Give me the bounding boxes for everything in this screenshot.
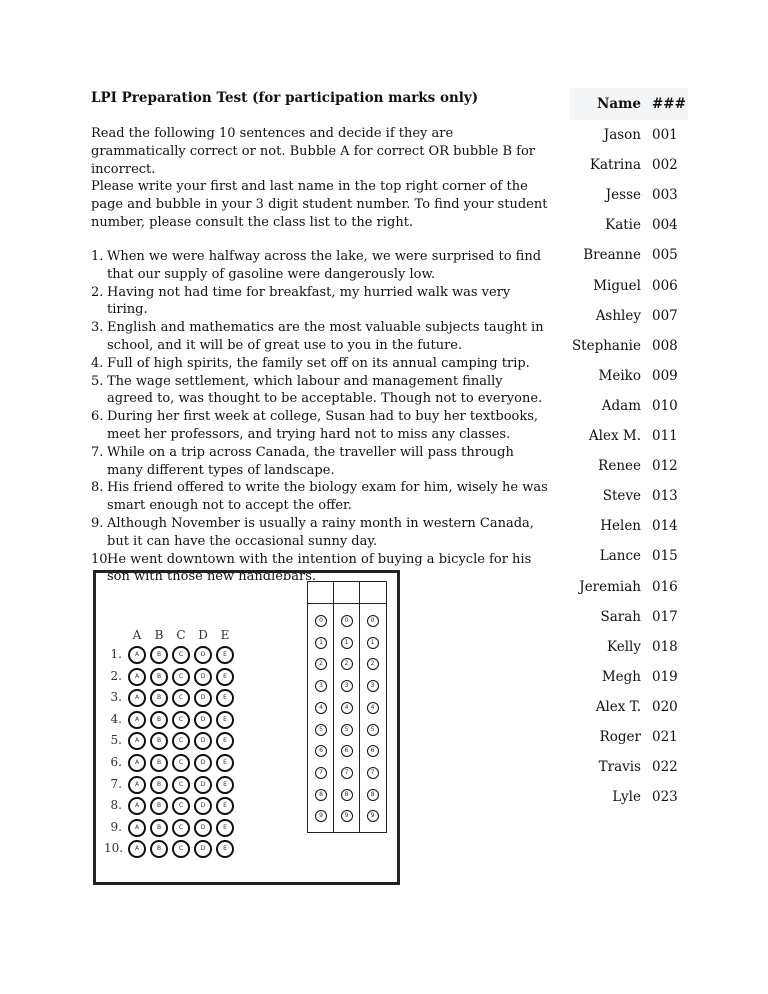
student-name: Sarah — [600, 608, 641, 625]
answer-bubble[interactable]: E — [216, 840, 234, 858]
answer-bubble[interactable]: B — [150, 732, 168, 750]
answer-bubble[interactable]: A — [128, 689, 146, 707]
student-name: Jesse — [605, 187, 641, 204]
answer-bubble[interactable]: D — [194, 776, 212, 794]
answer-row-number: 10. — [104, 841, 124, 856]
answer-bubble[interactable]: E — [216, 668, 234, 686]
student-number: 014 — [652, 518, 678, 535]
choice-letter: D — [198, 628, 208, 642]
answer-bubble[interactable]: D — [194, 840, 212, 858]
answer-row-number: 3. — [110, 690, 122, 705]
question-number: 7. — [91, 444, 104, 460]
answer-bubble[interactable]: B — [150, 668, 168, 686]
answer-bubble[interactable]: E — [216, 711, 234, 729]
question-number: 1. — [91, 249, 104, 264]
student-name: Adam — [601, 397, 641, 414]
answer-bubble[interactable]: B — [150, 840, 168, 858]
choice-letter: E — [220, 628, 230, 642]
question-text: His friend offered to write the biology exam for him, wisely he was smart enough not to accept the offer. — [107, 480, 548, 514]
digit-bubble[interactable]: 4 — [341, 702, 353, 714]
class-list-number-header: ### — [652, 96, 686, 112]
answer-row-number: 8. — [110, 798, 122, 813]
student-number: 022 — [652, 759, 678, 776]
answer-bubble[interactable]: C — [172, 819, 190, 837]
answer-bubble[interactable]: D — [194, 754, 212, 772]
student-number: 002 — [652, 157, 678, 174]
student-number: 008 — [652, 337, 678, 354]
answer-row-number: 6. — [110, 755, 122, 769]
question-number: 5. — [91, 373, 104, 389]
digit-bubble[interactable]: 4 — [367, 702, 379, 714]
answer-bubble[interactable]: A — [128, 776, 146, 794]
answer-bubble[interactable]: D — [194, 732, 212, 750]
digit-bubble[interactable]: 9 — [315, 810, 327, 822]
student-name: Ashley — [595, 307, 641, 324]
page-title: LPI Preparation Test (for participation marks only) — [91, 90, 479, 106]
student-name: Jeremiah — [579, 578, 641, 595]
digit-bubble[interactable]: 0 — [315, 615, 327, 627]
question-text: Having not had time for breakfast, my hurried walk was very tiring. — [107, 284, 511, 318]
answer-bubble[interactable]: C — [172, 711, 190, 729]
student-name: Alex T. — [595, 698, 641, 715]
question-list — [91, 248, 551, 586]
question-item — [91, 248, 551, 284]
digit-column — [308, 582, 334, 832]
student-number: 001 — [652, 127, 678, 143]
answer-bubble[interactable]: D — [194, 711, 212, 729]
answer-bubble[interactable]: B — [150, 711, 168, 729]
student-number: 010 — [652, 397, 678, 414]
answer-bubble[interactable]: C — [172, 776, 190, 794]
digit-bubble[interactable]: 3 — [341, 680, 353, 692]
digit-bubble[interactable]: 4 — [315, 702, 327, 714]
answer-bubble[interactable]: E — [216, 776, 234, 794]
answer-bubble[interactable]: C — [172, 797, 190, 815]
answer-bubble[interactable]: C — [172, 840, 190, 858]
question-item — [91, 408, 551, 444]
digit-bubble[interactable]: 2 — [315, 658, 327, 670]
answer-bubble[interactable]: B — [150, 646, 168, 664]
answer-bubble[interactable]: B — [150, 689, 168, 707]
student-number: 016 — [652, 578, 678, 595]
student-name: Miguel — [593, 277, 641, 294]
digit-column — [333, 582, 360, 832]
student-name: Roger — [599, 729, 641, 745]
digit-bubble[interactable]: 2 — [341, 658, 353, 670]
digit-bubble[interactable]: 1 — [315, 637, 327, 649]
digit-write-box[interactable] — [360, 582, 386, 604]
digit-bubble[interactable]: 8 — [315, 789, 327, 801]
question-item — [91, 444, 551, 480]
answer-row-number: 1. — [110, 647, 122, 661]
answer-bubble[interactable]: D — [194, 646, 212, 664]
student-number: 003 — [652, 187, 678, 204]
student-number: 011 — [652, 428, 678, 444]
answer-bubble[interactable]: A — [128, 819, 146, 837]
digit-bubble[interactable]: 0 — [341, 615, 353, 627]
student-name: Breanne — [583, 247, 641, 264]
student-number: 007 — [652, 307, 678, 324]
answer-bubble[interactable]: A — [128, 732, 146, 750]
answer-bubble[interactable]: E — [216, 689, 234, 707]
digit-bubble[interactable]: 7 — [367, 767, 379, 779]
digit-write-box[interactable] — [308, 582, 334, 604]
answer-row-number: 4. — [110, 711, 122, 726]
student-number: 019 — [652, 668, 678, 685]
student-number: 012 — [652, 458, 678, 475]
question-text: English and mathematics are the most valuable subjects taught in school, and it will be of great use to you in the future. — [107, 320, 544, 353]
question-item — [91, 373, 551, 409]
digit-bubble[interactable]: 8 — [367, 789, 379, 801]
digit-bubble[interactable]: 7 — [341, 767, 353, 779]
digit-bubble[interactable]: 9 — [367, 810, 379, 822]
question-item — [91, 284, 551, 320]
answer-bubble[interactable]: D — [194, 819, 212, 837]
student-number: 021 — [652, 729, 678, 745]
digit-bubble[interactable]: 9 — [341, 810, 353, 822]
answer-bubble[interactable]: C — [172, 646, 190, 664]
answer-bubble[interactable]: E — [216, 732, 234, 750]
answer-bubble[interactable]: B — [150, 797, 168, 815]
student-name: Lance — [599, 548, 641, 565]
answer-bubble[interactable]: D — [194, 797, 212, 815]
student-number: 013 — [652, 488, 678, 505]
student-number: 006 — [652, 277, 678, 294]
question-text: He went downtown with the intention of buying a bicycle for his son with those new handlebars. — [107, 551, 532, 585]
question-text: When we were halfway across the lake, we were surprised to find that our supply of gasoline were dangerously low. — [107, 249, 542, 282]
digit-write-box[interactable] — [334, 582, 360, 604]
student-number: 023 — [652, 789, 678, 806]
digit-bubble[interactable]: 5 — [367, 724, 379, 736]
student-name: Lyle — [612, 789, 641, 806]
question-number: 3. — [91, 320, 104, 336]
answer-row-number: 5. — [110, 733, 122, 748]
question-text: While on a trip across Canada, the traveller will pass through many different types of landscape. — [107, 444, 514, 478]
choice-letter: B — [154, 628, 164, 642]
question-number: 10. — [91, 551, 112, 567]
digit-bubble[interactable]: 7 — [315, 767, 327, 779]
digit-bubble[interactable]: 8 — [341, 789, 353, 801]
question-item — [91, 479, 551, 515]
digit-bubble[interactable]: 2 — [367, 658, 379, 670]
student-name: Helen — [600, 518, 641, 535]
question-text: The wage settlement, which labour and management finally agreed to, was thought to be acceptable. Though not to everyone. — [107, 373, 543, 407]
digit-bubble[interactable]: 0 — [367, 615, 379, 627]
answer-bubble[interactable]: C — [172, 668, 190, 686]
student-name: Jason — [603, 127, 641, 143]
question-number: 6. — [91, 409, 104, 425]
question-item — [91, 515, 551, 551]
answer-bubble[interactable]: A — [128, 754, 146, 772]
digit-bubble[interactable]: 6 — [367, 745, 379, 757]
student-name: Megh — [601, 668, 641, 685]
student-number: 005 — [652, 247, 678, 264]
answer-bubble[interactable]: D — [194, 668, 212, 686]
question-number: 8. — [91, 480, 104, 496]
student-number: 018 — [652, 638, 678, 655]
answer-row-number: 2. — [110, 668, 122, 683]
answer-bubble[interactable]: A — [128, 797, 146, 815]
question-text: Full of high spirits, the family set off on its annual camping trip. — [107, 355, 530, 371]
class-list-name-header: Name — [597, 96, 641, 112]
digit-bubble[interactable]: 1 — [367, 637, 379, 649]
question-number: 2. — [91, 284, 104, 300]
instructions-answer: Read the following 10 sentences and decide if they are grammatically correct or not. Bubble A for correct OR bubble B for incorrect. — [91, 126, 535, 177]
digit-column — [359, 582, 386, 832]
digit-bubble[interactable]: 6 — [341, 745, 353, 757]
student-number: 020 — [652, 698, 678, 715]
digit-bubble[interactable]: 5 — [315, 724, 327, 736]
answer-bubble[interactable]: B — [150, 819, 168, 837]
student-name: Meiko — [598, 367, 641, 384]
answer-bubble[interactable]: A — [128, 711, 146, 729]
answer-bubble[interactable]: E — [216, 797, 234, 815]
student-number: 009 — [652, 367, 678, 384]
student-number-grid — [307, 581, 387, 833]
student-name: Alex M. — [588, 428, 641, 444]
student-name: Katie — [605, 217, 641, 234]
digit-bubble[interactable]: 6 — [315, 745, 327, 757]
student-number: 015 — [652, 548, 678, 565]
answer-bubble[interactable]: E — [216, 754, 234, 772]
answer-bubble[interactable]: E — [216, 819, 234, 837]
digit-bubble[interactable]: 3 — [315, 680, 327, 692]
answer-row-number: 9. — [110, 819, 122, 834]
digit-bubble[interactable]: 3 — [367, 680, 379, 692]
choice-letter: C — [176, 628, 186, 642]
student-name: Kelly — [607, 638, 641, 655]
student-name: Katrina — [589, 157, 641, 174]
digit-bubble[interactable]: 5 — [341, 724, 353, 736]
answer-bubble[interactable]: C — [172, 754, 190, 772]
question-text: During her first week at college, Susan had to buy her textbooks, meet her professors, and trying hard not to miss any classes. — [107, 409, 539, 442]
student-number: 017 — [652, 608, 678, 625]
answer-bubble[interactable]: D — [194, 689, 212, 707]
answer-bubble[interactable]: C — [172, 689, 190, 707]
answer-bubble[interactable]: A — [128, 646, 146, 664]
answer-bubble[interactable]: B — [150, 776, 168, 794]
student-number: 004 — [652, 217, 678, 234]
student-name: Renee — [598, 458, 641, 475]
student-name: Stephanie — [571, 337, 641, 354]
answer-bubble[interactable]: A — [128, 668, 146, 686]
digit-bubble[interactable]: 1 — [341, 637, 353, 649]
instructions-name: Please write your first and last name in the top right corner of the page and bubble in your 3 digit student number. To find your student number, please consult the class list to the right. — [91, 179, 548, 230]
choice-letter: A — [132, 628, 142, 642]
question-number: 4. — [91, 355, 104, 371]
question-item — [91, 319, 551, 355]
question-item — [91, 355, 551, 373]
answer-bubble[interactable]: A — [128, 840, 146, 858]
answer-bubble[interactable]: C — [172, 732, 190, 750]
answer-row-number: 7. — [110, 776, 122, 791]
question-text: Although November is usually a rainy month in western Canada, but it can have the occasional sunny day. — [107, 515, 534, 549]
student-name: Travis — [598, 759, 641, 776]
student-name: Steve — [602, 488, 641, 505]
answer-bubble[interactable]: E — [216, 646, 234, 664]
answer-bubble[interactable]: B — [150, 754, 168, 772]
question-number: 9. — [91, 515, 104, 531]
